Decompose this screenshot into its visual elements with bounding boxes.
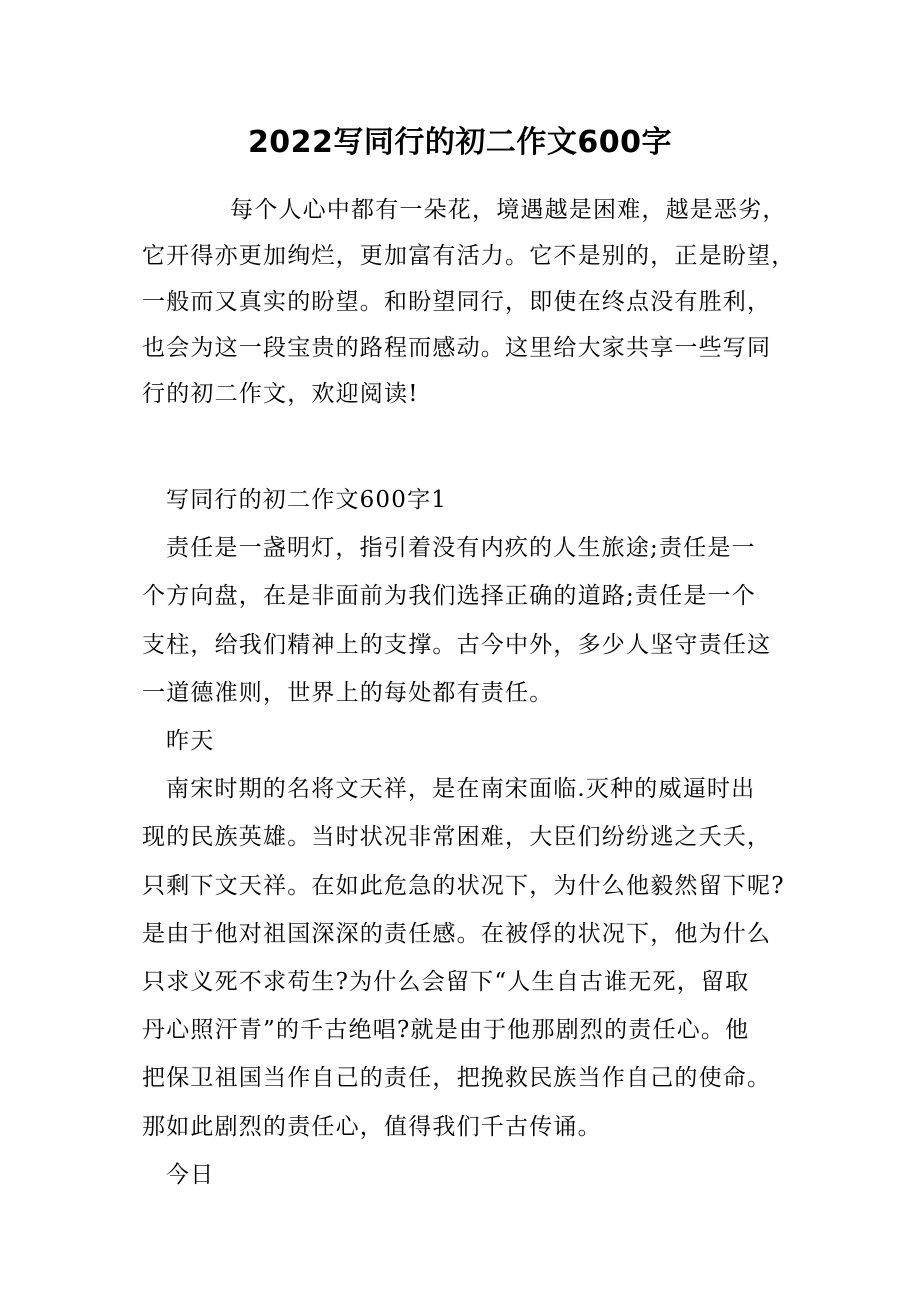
subheading-yesterday: 昨天 xyxy=(166,728,215,755)
body-line: 那如此剧烈的责任心，值得我们千古传诵。 xyxy=(142,1113,602,1140)
intro-line: 一般而又真实的盼望。和盼望同行，即使在终点没有胜利， xyxy=(142,289,772,315)
body-line: 丹心照汗青”的千古绝唱?就是由于他那剧烈的责任心。他 xyxy=(142,1017,750,1044)
essay-heading: 写同行的初二作文600字1 xyxy=(166,487,448,513)
body-line: 责任是一盏明灯，指引着没有内疚的人生旅途;责任是一 xyxy=(166,535,756,562)
body-line: 只求义死不求苟生?为什么会留下“人生自古谁无死，留取 xyxy=(142,969,750,996)
subheading-today: 今日 xyxy=(166,1161,215,1188)
intro-paragraph xyxy=(142,187,808,417)
body-line: 南宋时期的名将文天祥，是在南宋面临.灭种的威逼时出 xyxy=(166,776,756,803)
page-title: 2022写同行的初二作文600字 xyxy=(247,125,673,160)
body-line: 是由于他对祖国深深的责任感。在被俘的状况下，他为什么 xyxy=(142,920,772,947)
essay-body xyxy=(142,476,808,1199)
intro-line: 行的初二作文，欢迎阅读! xyxy=(142,381,419,407)
body-line: 一道德准则，世界上的每处都有责任。 xyxy=(142,679,554,706)
body-line: 支柱，给我们精神上的支撑。古今中外，多少人坚守责任这 xyxy=(142,631,772,658)
body-line: 把保卫祖国当作自己的责任，把挽救民族当作自己的使命。 xyxy=(142,1065,772,1092)
body-line: 现的民族英雄。当时状况非常困难，大臣们纷纷逃之夭夭， xyxy=(142,824,772,851)
intro-line: 也会为这一段宝贵的路程而感动。这里给大家共享一些写同 xyxy=(142,335,772,361)
body-line: 个方向盘，在是非面前为我们选择正确的道路;责任是一个 xyxy=(142,583,756,610)
intro-line: 它开得亦更加绚烂，更加富有活力。它不是别的，正是盼望， xyxy=(142,243,796,269)
body-line: 只剩下文天祥。在如此危急的状况下，为什么他毅然留下呢? xyxy=(142,872,785,899)
intro-line: 每个人心中都有一朵花，境遇越是困难，越是恶劣， xyxy=(230,197,787,223)
